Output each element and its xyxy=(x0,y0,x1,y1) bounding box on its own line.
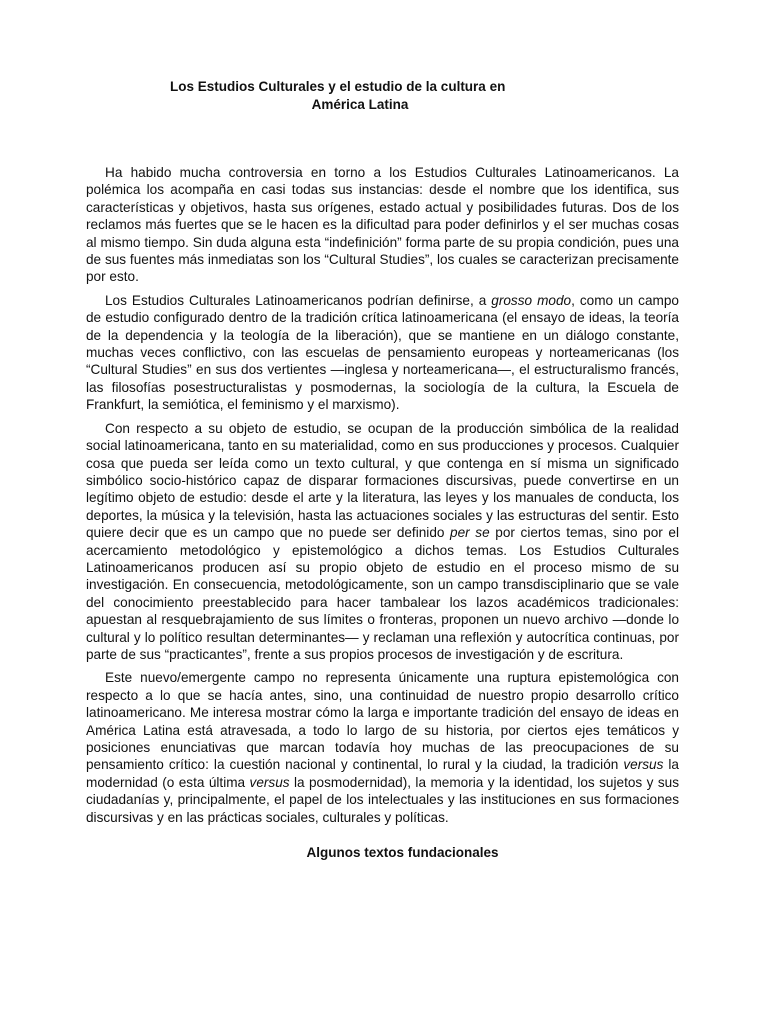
paragraph-text: Los Estudios Culturales Latinoamericanos podrían definirse, a xyxy=(105,292,492,308)
paragraph-text: la modernidad (o esta última xyxy=(86,757,679,790)
paragraph-text: Con respecto a su objeto de estudio, se ocupan de la producción simbólica de la realidad social latinoamericana, tanto en su materialidad, como en sus producciones y procesos. Cualquier cosa que pueda ser leída como un texto cultural, y que contenga en sí misma un significado simbólico socio-histórico capaz de disparar formaciones discursivas, puede convertirse en un legítimo objeto de estudio: desde el arte y la literatura, las leyes y los manuales de conducta, los deportes, la música y la televisión, hasta las actuaciones sociales y las estructuras del sentir. Esto quiere decir que es un campo que no puede ser definido xyxy=(86,420,679,541)
title-line-1: Los Estudios Culturales y el estudio de la cultura en xyxy=(170,79,506,94)
paragraph-text: la posmodernidad), la memoria y la identidad, los sujetos y sus ciudadanías y, principalmente, el papel de los intelectuales y las instituciones en sus formaciones discursivas y en las prácticas sociales, culturales y políticas. xyxy=(86,774,679,825)
paragraph xyxy=(86,164,679,286)
document-page xyxy=(86,78,679,862)
document-title xyxy=(170,78,530,114)
paragraph-text: por ciertos temas, sino por el acercamiento metodológico y epistemológico a dichos temas. Los Estudios Culturales Latinoamericanos producen así su propio objeto de estudio en el proceso mismo de su investigación. En consecuencia, metodológicamente, son un campo transdisciplinario que se vale del conocimiento preestablecido para hacer tambalear los lazos académicos tradicionales: apuestan al resquebrajamiento de sus límites o fronteras, proponen un nuevo archivo —donde lo cultural y lo político resultan determinantes— y reclaman una reflexión y autocrítica continuas, por parte de sus “practicantes”, frente a sus propios procesos de investigación y de escritura. xyxy=(86,525,679,662)
paragraph xyxy=(86,420,679,664)
section-heading: Algunos textos fundacionales xyxy=(306,845,499,861)
italic-text: versus xyxy=(249,774,290,790)
paragraph xyxy=(86,669,679,826)
italic-text: versus xyxy=(623,757,664,773)
paragraph-text: Ha habido mucha controversia en torno a los Estudios Culturales Latinoamericanos. La polémica los acompaña en casi todas sus instancias: desde el nombre que los identifica, sus características y objetivos, hasta sus orígenes, estado actual y posibilidades futuras. Dos de los reclamos más fuertes que se le hacen es la dificultad para poder definirlos y el ser muchas cosas al mismo tiempo. Sin duda alguna esta “indefinición” forma parte de su propia condición, pues una de sus fuentes más inmediatas son los “Cultural Studies”, los cuales se caracterizan precisamente por esto. xyxy=(86,165,679,285)
italic-text: per se xyxy=(450,525,490,541)
paragraph-text: Este nuevo/emergente campo no representa únicamente una ruptura epistemológica con respecto a lo que se hacía antes, sino, una continuidad de nuestro propio desarrollo crítico latinoamericano. Me interesa mostrar cómo la larga e importante tradición del ensayo de ideas en América Latina está atravesada, a todo lo largo de su historia, por ciertos ejes temáticos y posiciones enunciativas que marcan todavía hoy muchas de las preocupaciones de su pensamiento crítico: la cuestión nacional y continental, lo rural y la ciudad, la tradición xyxy=(86,670,679,773)
paragraph xyxy=(86,292,679,414)
title-line-2: América Latina xyxy=(311,97,409,112)
italic-text: grosso modo xyxy=(491,292,572,308)
paragraph-text: , como un campo de estudio configurado dentro de la tradición crítica latinoamericana (el ensayo de ideas, la teoría de la dependencia y la teología de la liberación), que se mantiene en un diálogo constante, muchas veces conflictivo, con las escuelas de pensamiento europeas y norteamericanas (los “Cultural Studies” en sus dos vertientes —inglesa y norteamericana—, el estructuralismo francés, las filosofías posestructuralistas y posmodernas, la sociología de la cultura, la Escuela de Frankfurt, la semiótica, el feminismo y el marxismo). xyxy=(86,292,679,413)
document-body xyxy=(86,164,679,826)
